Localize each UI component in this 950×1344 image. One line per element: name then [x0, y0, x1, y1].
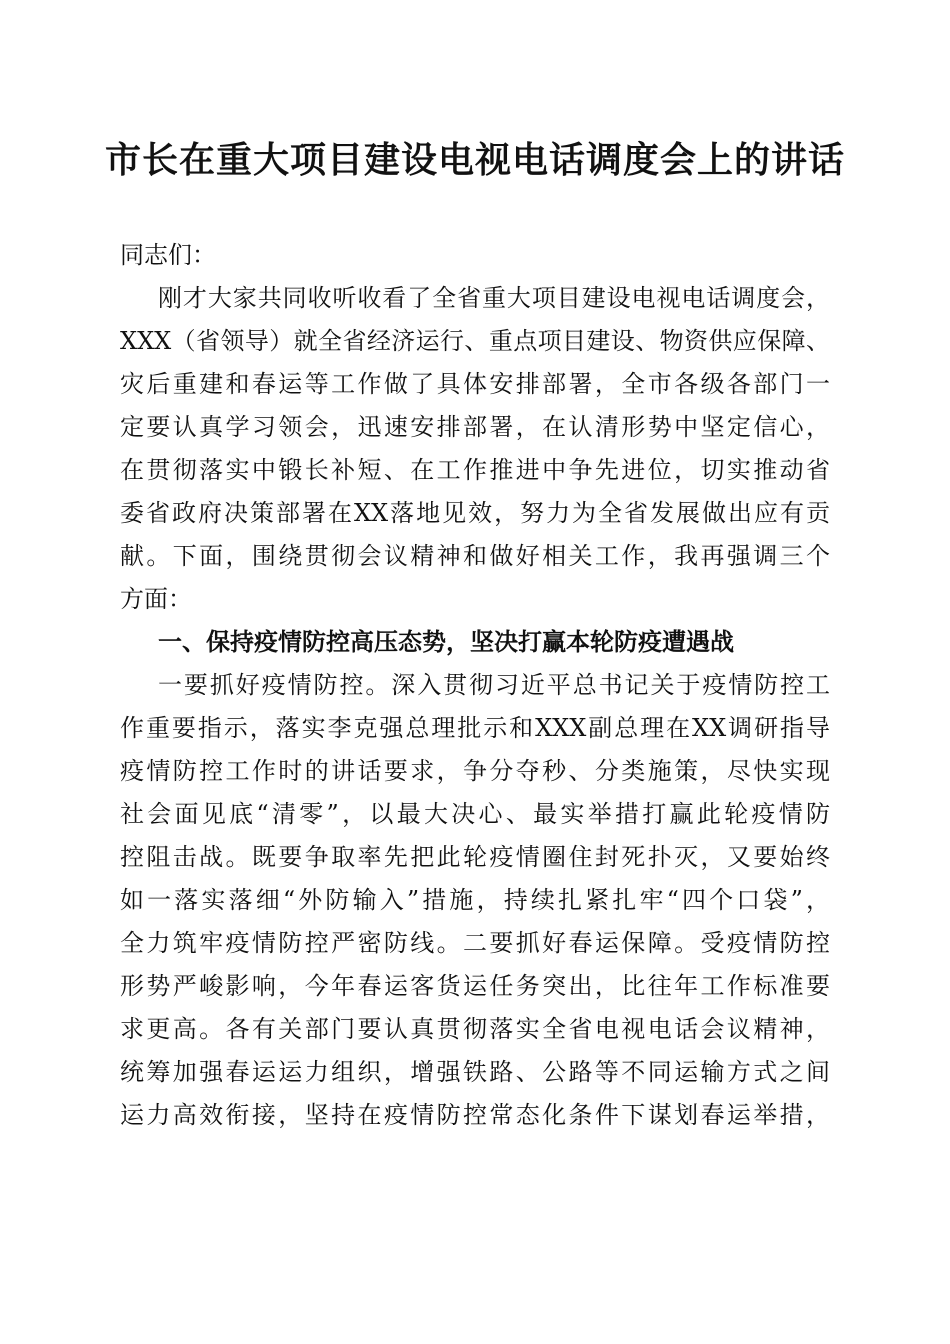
paragraph-line: 委省政府决策部署在XX落地见效，努力为全省发展做出应有贡: [120, 499, 830, 527]
paragraph-line: 方面：: [120, 585, 192, 613]
paragraph-line: 刚才大家共同收听收看了全省重大项目建设电视电话调度会，: [158, 284, 830, 312]
paragraph-line: 灾后重建和春运等工作做了具体安排部署，全市各级各部门一: [120, 370, 830, 398]
paragraph-line: 运力高效衔接，坚持在疫情防控常态化条件下谋划春运举措，: [120, 1101, 830, 1129]
paragraph-line: XXX（省领导）就全省经济运行、重点项目建设、物资供应保障、: [120, 327, 830, 355]
paragraph-line: 在贯彻落实中锻长补短、在工作推进中争先进位，切实推动省: [120, 456, 830, 484]
paragraph-line: 如一落实落细“外防输入”措施，持续扎紧扎牢“四个口袋”，: [120, 886, 830, 914]
paragraph-line: 定要认真学习领会，迅速安排部署，在认清形势中坚定信心，: [120, 413, 830, 441]
paragraph-line: 一要抓好疫情防控。深入贯彻习近平总书记关于疫情防控工: [158, 671, 830, 699]
paragraph-line: 求更高。各有关部门要认真贯彻落实全省电视电话会议精神，: [120, 1015, 830, 1043]
paragraph-line: 献。下面，围绕贯彻会议精神和做好相关工作，我再强调三个: [120, 542, 830, 570]
document-title: 市长在重大项目建设电视电话调度会上的讲话: [104, 139, 845, 181]
paragraph-line: 全力筑牢疫情防控严密防线。二要抓好春运保障。受疫情防控: [120, 929, 830, 957]
paragraph-line: 形势严峻影响，今年春运客货运任务突出，比往年工作标准要: [120, 972, 830, 1000]
paragraph-line: 控阻击战。既要争取率先把此轮疫情圈住封死扑灭，又要始终: [120, 843, 830, 871]
paragraph-line: 疫情防控工作时的讲话要求，争分夺秒、分类施策，尽快实现: [120, 757, 830, 785]
salutation: 同志们：: [120, 241, 216, 269]
paragraph-line: 统筹加强春运运力组织，增强铁路、公路等不同运输方式之间: [120, 1058, 830, 1086]
paragraph-line: 社会面见底“清零”，以最大决心、最实举措打赢此轮疫情防: [120, 800, 830, 828]
section-heading: 一、保持疫情防控高压态势，坚决打赢本轮防疫遭遇战: [158, 628, 734, 656]
paragraph-line: 作重要指示，落实李克强总理批示和XXX副总理在XX调研指导: [120, 714, 830, 742]
